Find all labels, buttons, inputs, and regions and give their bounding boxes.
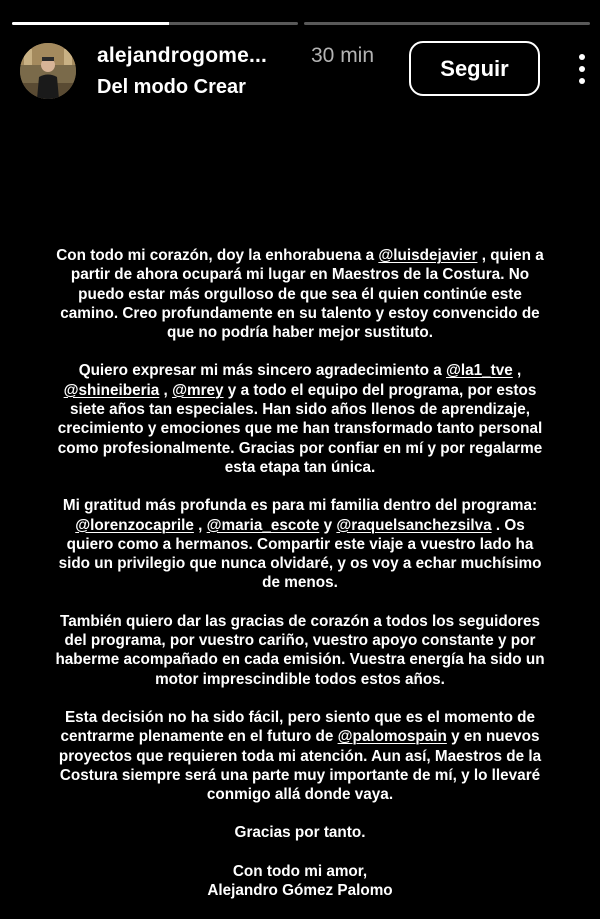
mention-link[interactable]: @lorenzocaprile — [75, 516, 194, 534]
progress-segment-2 — [304, 22, 590, 25]
story-text-run: Quiero expresar mi más sincero agradecimiento a — [78, 362, 446, 380]
story-paragraph-2 — [52, 361, 548, 477]
story-text-run: Alejandro Gómez Palomo — [207, 882, 393, 900]
story-paragraph-6 — [52, 823, 548, 842]
mention-link[interactable]: @palomospain — [337, 728, 447, 746]
avatar[interactable] — [20, 43, 76, 99]
mention-link[interactable]: @luisdejavier — [378, 247, 478, 264]
story-paragraph-1 — [52, 246, 548, 342]
username[interactable]: alejandrogome... — [97, 44, 268, 67]
story-text-run: Mi gratitud más profunda es para mi familia dentro del programa: — [62, 497, 538, 515]
mention-link[interactable]: @mrey — [172, 381, 224, 399]
story-progress-bar — [12, 22, 590, 25]
mention-link[interactable]: @raquelsanchezsilva — [336, 516, 492, 534]
progress-segment-1 — [12, 22, 298, 25]
follow-button[interactable]: Seguir — [409, 41, 540, 96]
story-text-run: y — [319, 516, 337, 534]
story-text-run: y en nuevos proyectos que requieren toda mi atención. Aun así, Maestros de la Costura siempre será una parte muy importante de mí, y lo llevaré conmigo allá donde vaya. — [58, 728, 542, 804]
avatar-image — [20, 43, 76, 99]
more-vertical-icon[interactable] — [572, 53, 592, 85]
story-text — [52, 246, 548, 919]
progress-fill-1 — [12, 22, 169, 25]
story-text-run: , quien a partir de ahora ocupará mi lugar en Maestros de la Costura. No puedo estar más orgulloso de que sea él quien continúe este camino. Creo profundamente en su talento y estoy convencido de que no podría haber mejor sustituto. — [60, 247, 544, 342]
story-text-run: Gracias por tanto. — [234, 824, 366, 842]
story-paragraph-4 — [52, 612, 548, 689]
story-source-label[interactable]: Del modo Crear — [97, 76, 246, 98]
mention-link[interactable]: @maria_escote — [206, 516, 320, 534]
story-text-run: También quiero dar las gracias de corazón a todos los seguidores del programa, por vuestro cariño, vuestro apoyo constante y por haberme acompañado en cada emisión. Vuestra energía ha sido un motor imprescindible todos estos años. — [55, 612, 545, 688]
story-paragraph-3 — [52, 496, 548, 592]
story-text-run: Con todo mi corazón, doy la enhorabuena a — [56, 247, 379, 264]
story-text-run: Con todo mi amor, — [232, 862, 368, 880]
mention-link[interactable]: @shineiberia — [63, 381, 160, 399]
story-paragraph-7 — [52, 862, 548, 901]
story-text-run: , — [159, 381, 173, 399]
story-paragraph-5 — [52, 708, 548, 804]
post-time: 30 min — [311, 44, 375, 67]
story-text-run: . Os quiero como a hermanos. Compartir este viaje a vuestro lado ha sido un privilegio que nunca olvidaré, y os voy a echar muchísimo de menos. — [58, 516, 542, 592]
mention-link[interactable]: @la1_tve — [445, 362, 513, 380]
story-text-run: Esta decisión no ha sido fácil, pero siento que es el momento de centrarme plenamente en el futuro de — [60, 708, 536, 746]
story-text-run: , — [193, 516, 207, 534]
story-text-run: y a todo el equipo del programa, por estos siete años tan especiales. Han sido años llenos de aprendizaje, crecimiento y emociones que me han transformado tanto personal como profesionalmente. Gracias por confiar en mí y por regalarme esta etapa tan única. — [57, 381, 543, 476]
story-text-run: , — [512, 362, 522, 380]
